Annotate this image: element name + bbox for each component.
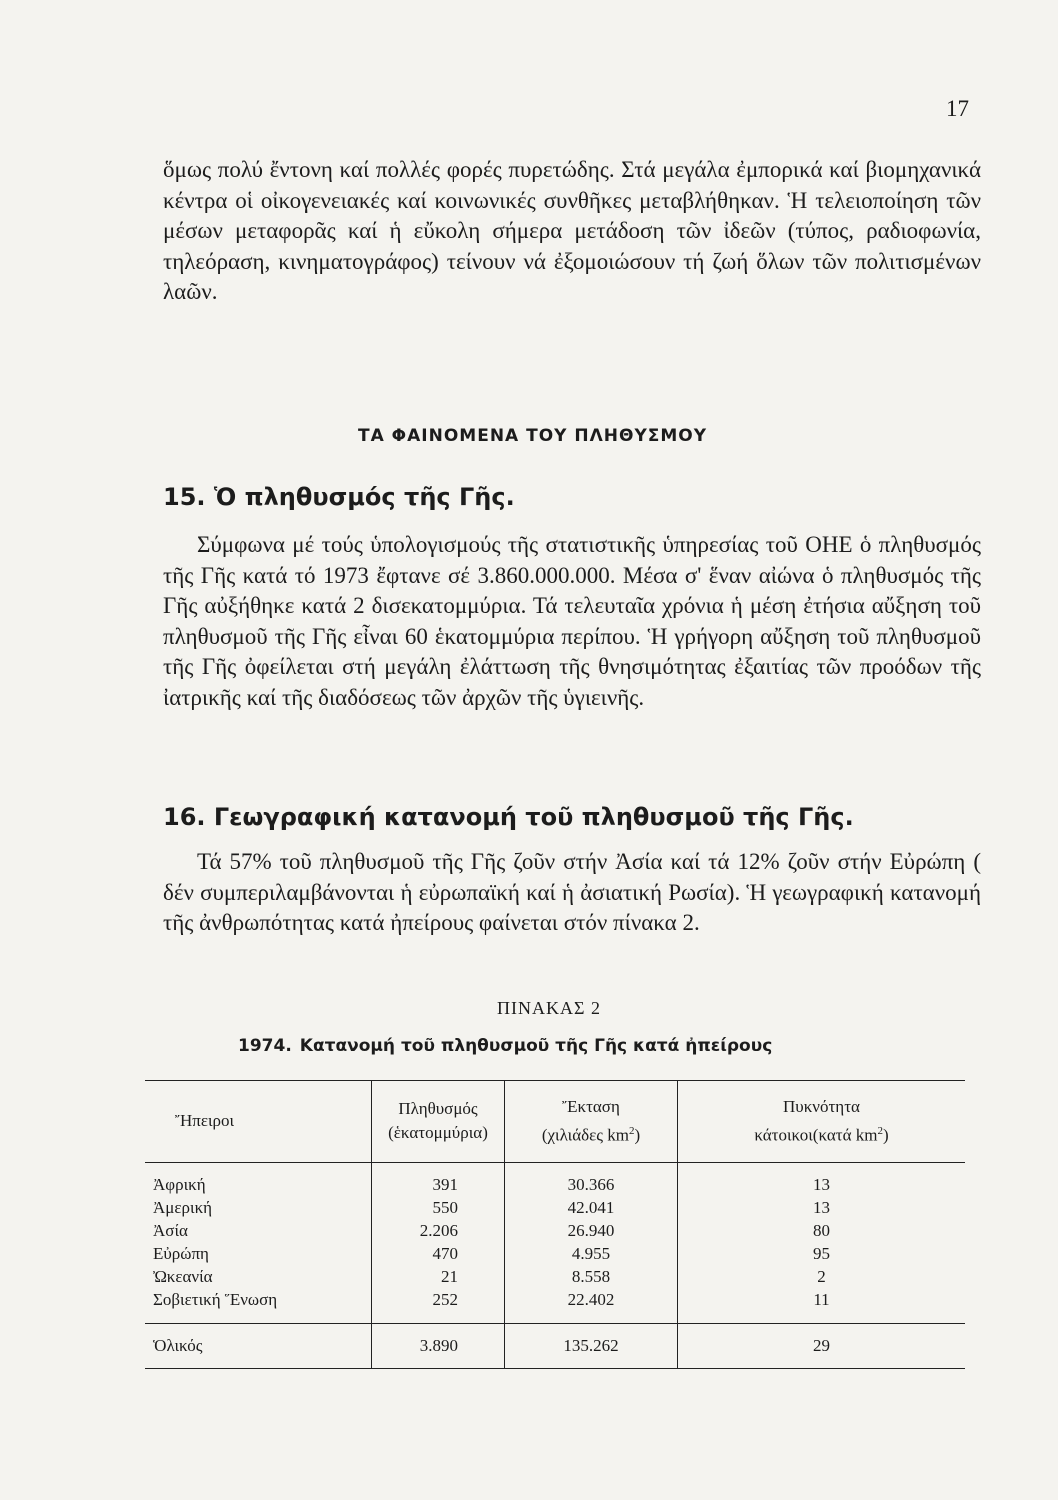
table-title-year: 1974. bbox=[238, 1036, 292, 1056]
table-row bbox=[145, 1219, 965, 1242]
cell-continent: Ἀφρική bbox=[145, 1162, 372, 1196]
table-title-text: Κατανομή τοῦ πληθυσμοῦ τῆς Γῆς κατά ἠπείρους bbox=[299, 1036, 773, 1056]
cell-continent: Ἀσία bbox=[145, 1219, 372, 1242]
table-caption: ΠΙΝΑΚΑΣ 2 bbox=[497, 998, 601, 1018]
cell-population: 2.206 bbox=[372, 1219, 505, 1242]
heading-16: 16. Γεωγραφική κατανομή τοῦ πληθυσμοῦ τῆς Γῆς. bbox=[163, 803, 854, 831]
section-15-text: Σύμφωνα μέ τούς ὑπολογισμούς τῆς στατιστικῆς ὑπηρεσίας τοῦ ΟΗΕ ὁ πληθυσμός τῆς Γῆς κατά τό 1973 ἔφτανε σέ 3.860.000.000. Μέσα σ' ἕναν αἰώνα ὁ πληθυσμός τῆς Γῆς αὐξήθηκε κατά 2 δισεκατομμύρια. Τά τελευταῖα χρόνια ἡ μέση ἐτήσια αὔξηση τοῦ πληθυσμοῦ τῆς Γῆς εἶναι 60 ἑκατομμύρια περίπου. Ἡ γρήγορη αὔξηση τοῦ πληθυσμοῦ τῆς Γῆς ὀφείλεται στή μεγάλη ἐλάττωση τῆς θνησιμότητας ἐξαιτίας τῶν προόδων τῆς ἰατρικῆς καί τῆς διαδόσεως τῶν ἀρχῶν τῆς ὑγιεινῆς. bbox=[163, 532, 981, 710]
cell-area: 22.402 bbox=[505, 1288, 678, 1324]
cell-population: 391 bbox=[372, 1162, 505, 1196]
table-total-row bbox=[145, 1323, 965, 1368]
cell-continent: Ἀμερική bbox=[145, 1196, 372, 1219]
cell-population: 21 bbox=[372, 1265, 505, 1288]
cell-area: 30.366 bbox=[505, 1162, 678, 1196]
table-title bbox=[238, 1036, 772, 1056]
section-16-paragraph bbox=[163, 847, 981, 939]
header-area: Ἔκταση (χιλιάδες $km^2$) bbox=[505, 1081, 678, 1163]
table-header-row bbox=[145, 1081, 965, 1163]
cell-area: 4.955 bbox=[505, 1242, 678, 1265]
header-continent: Ἤπειροι bbox=[145, 1081, 372, 1163]
cell-continent: Σοβιετική Ἕνωση bbox=[145, 1288, 372, 1324]
section-title: ΤΑ ΦΑΙΝΟΜΕΝΑ ΤΟΥ ΠΛΗΘΥΣΜΟΥ bbox=[358, 426, 708, 446]
cell-continent: Εὐρώπη bbox=[145, 1242, 372, 1265]
total-area: 135.262 bbox=[505, 1323, 678, 1368]
intro-text: ὅμως πολύ ἔντονη καί πολλές φορές πυρετώδης. Στά μεγάλα ἐμπορικά καί βιομηχανικά κέντρα οἱ οἰκογενειακές καί κοινωνικές συνθῆκες μεταβλήθηκαν. Ἡ τελειοποίηση τῶν μέσων μεταφορᾶς καί ἡ εὔκολη σήμερα μετάδοση τῶν ἰδεῶν (τύπος, ραδιοφωνία, τηλεόραση, κινηματογράφος) τείνουν νά ἐξομοιώσουν τή ζωή ὅλων τῶν πολιτισμένων λαῶν. bbox=[163, 157, 981, 304]
heading-15: 15. Ὁ πληθυσμός τῆς Γῆς. bbox=[163, 483, 515, 511]
cell-density: 80 bbox=[813, 1220, 830, 1240]
table-row bbox=[145, 1242, 965, 1265]
cell-area: 26.940 bbox=[505, 1219, 678, 1242]
cell-population: 550 bbox=[372, 1196, 505, 1219]
cell-continent: Ὠκεανία bbox=[145, 1265, 372, 1288]
cell-density: 13 bbox=[813, 1197, 830, 1217]
table-row bbox=[145, 1162, 965, 1196]
section-15-paragraph bbox=[163, 530, 981, 713]
total-population: 3.890 bbox=[372, 1323, 505, 1368]
total-label: Ὁλικός bbox=[145, 1323, 372, 1368]
cell-density: 2 bbox=[817, 1266, 826, 1286]
cell-population: 470 bbox=[372, 1242, 505, 1265]
table-row bbox=[145, 1288, 965, 1324]
cell-density: 95 bbox=[813, 1243, 830, 1263]
cell-density: 13 bbox=[813, 1174, 830, 1194]
table-row bbox=[145, 1265, 965, 1288]
cell-population: 252 bbox=[372, 1288, 505, 1324]
header-population: Πληθυσμός (ἑκατομμύρια) bbox=[372, 1081, 505, 1163]
section-16-text: Τά 57% τοῦ πληθυσμοῦ τῆς Γῆς ζοῦν στήν Ἀσία καί τά 12% ζοῦν στήν Εὐρώπη ( δέν συμπεριλαμβάνονται ἡ εὐρωπαϊκή καί ἡ ἀσιατική Ρωσία). Ἡ γεωγραφική κατανομή τῆς ἀνθρωπότητας κατά ἠπείρους φαίνεται στόν πίνακα 2. bbox=[163, 849, 981, 935]
cell-area: 42.041 bbox=[505, 1196, 678, 1219]
population-table bbox=[145, 1080, 965, 1369]
header-density: Πυκνότητα κάτοικοι(κατά $km^2$) bbox=[678, 1081, 966, 1163]
cell-density: 11 bbox=[813, 1289, 830, 1309]
total-density: 29 bbox=[678, 1323, 966, 1368]
intro-paragraph bbox=[163, 155, 981, 308]
page-number: 17 bbox=[946, 96, 969, 121]
table-row bbox=[145, 1196, 965, 1219]
cell-area: 8.558 bbox=[505, 1265, 678, 1288]
